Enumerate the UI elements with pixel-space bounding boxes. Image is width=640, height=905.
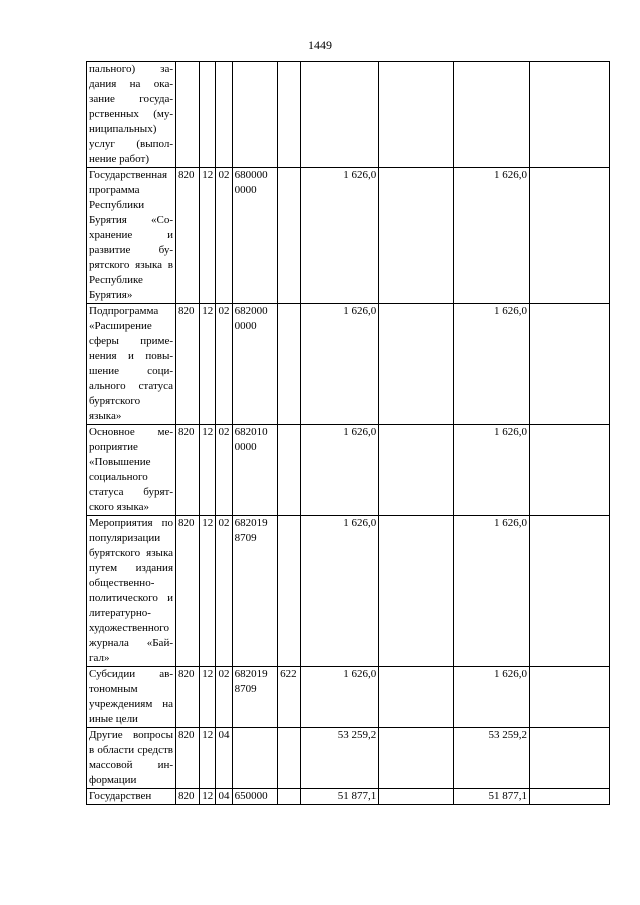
subsection-code-cell (216, 62, 232, 168)
row-name-cell: Подпрограмма «Расширение сферы применения и повышение социального статуса бурятского языка» (87, 304, 176, 425)
grbs-code-cell: 820 (176, 667, 200, 728)
expense-type-cell: 622 (278, 667, 301, 728)
row-name-cell: Государствен (87, 789, 176, 805)
amount-cell-1: 51 877,1 (301, 789, 379, 805)
expense-type-cell (278, 304, 301, 425)
table-row (87, 425, 610, 516)
amount-cell-1: 1 626,0 (301, 516, 379, 667)
target-article-cell: 680000 0000 (232, 168, 278, 304)
amount-cell-2 (379, 516, 454, 667)
amount-cell-4 (530, 168, 610, 304)
section-code-cell: 12 (200, 425, 216, 516)
expense-type-cell (278, 516, 301, 667)
amount-cell-4 (530, 304, 610, 425)
subsection-code-cell: 02 (216, 168, 232, 304)
subsection-code-cell: 02 (216, 425, 232, 516)
row-name-cell: Другие вопросы в области средств массовой информации (87, 728, 176, 789)
budget-table (86, 61, 610, 805)
subsection-code-cell: 04 (216, 728, 232, 789)
amount-cell-3: 51 877,1 (454, 789, 530, 805)
target-article-cell: 682000 0000 (232, 304, 278, 425)
section-code-cell: 12 (200, 728, 216, 789)
section-code-cell: 12 (200, 168, 216, 304)
row-name-cell: Мероприятия по популяризации бурятского языка путем издания общественно-политического и литературно-художественного журнала «Байгал» (87, 516, 176, 667)
amount-cell-4 (530, 728, 610, 789)
table-body (87, 62, 610, 805)
amount-cell-2 (379, 425, 454, 516)
expense-type-cell (278, 728, 301, 789)
amount-cell-3: 53 259,2 (454, 728, 530, 789)
row-name-cell: Основное мероприятие «Повышение социального статуса бурятского языка» (87, 425, 176, 516)
amount-cell-2 (379, 667, 454, 728)
grbs-code-cell: 820 (176, 304, 200, 425)
amount-cell-4 (530, 425, 610, 516)
amount-cell-3 (454, 62, 530, 168)
target-article-cell: 682019 8709 (232, 667, 278, 728)
subsection-code-cell: 02 (216, 516, 232, 667)
expense-type-cell (278, 789, 301, 805)
grbs-code-cell: 820 (176, 425, 200, 516)
amount-cell-1: 1 626,0 (301, 425, 379, 516)
amount-cell-4 (530, 62, 610, 168)
table-row (87, 789, 610, 805)
amount-cell-2 (379, 728, 454, 789)
section-code-cell: 12 (200, 667, 216, 728)
subsection-code-cell: 02 (216, 304, 232, 425)
table-row (87, 62, 610, 168)
expense-type-cell (278, 62, 301, 168)
grbs-code-cell: 820 (176, 728, 200, 789)
amount-cell-3: 1 626,0 (454, 168, 530, 304)
row-name-cell: Субсидии автономным учреждениям на иные цели (87, 667, 176, 728)
page-number: 1449 (308, 38, 332, 52)
section-code-cell: 12 (200, 789, 216, 805)
grbs-code-cell: 820 (176, 789, 200, 805)
row-name-cell: Государственная программа Республики Бурятия «Сохранение и развитие бурятского языка в Республике Бурятия» (87, 168, 176, 304)
section-code-cell (200, 62, 216, 168)
table-row (87, 728, 610, 789)
amount-cell-2 (379, 168, 454, 304)
expense-type-cell (278, 168, 301, 304)
amount-cell-3: 1 626,0 (454, 516, 530, 667)
amount-cell-3: 1 626,0 (454, 304, 530, 425)
amount-cell-1: 1 626,0 (301, 168, 379, 304)
amount-cell-4 (530, 667, 610, 728)
amount-cell-1: 1 626,0 (301, 304, 379, 425)
table-row (87, 168, 610, 304)
section-code-cell: 12 (200, 304, 216, 425)
amount-cell-2 (379, 62, 454, 168)
section-code-cell: 12 (200, 516, 216, 667)
table-row (87, 516, 610, 667)
target-article-cell (232, 62, 278, 168)
target-article-cell: 682019 8709 (232, 516, 278, 667)
amount-cell-3: 1 626,0 (454, 667, 530, 728)
amount-cell-2 (379, 789, 454, 805)
table-row (87, 667, 610, 728)
amount-cell-4 (530, 516, 610, 667)
table-row (87, 304, 610, 425)
grbs-code-cell: 820 (176, 516, 200, 667)
amount-cell-4 (530, 789, 610, 805)
expense-type-cell (278, 425, 301, 516)
subsection-code-cell: 04 (216, 789, 232, 805)
grbs-code-cell: 820 (176, 168, 200, 304)
row-name-cell: пального) задания на оказание государственных (муниципальных) услуг (выполнение работ) (87, 62, 176, 168)
amount-cell-3: 1 626,0 (454, 425, 530, 516)
amount-cell-2 (379, 304, 454, 425)
amount-cell-1: 53 259,2 (301, 728, 379, 789)
target-article-cell: 682010 0000 (232, 425, 278, 516)
grbs-code-cell (176, 62, 200, 168)
target-article-cell (232, 728, 278, 789)
amount-cell-1 (301, 62, 379, 168)
subsection-code-cell: 02 (216, 667, 232, 728)
amount-cell-1: 1 626,0 (301, 667, 379, 728)
target-article-cell: 650000 (232, 789, 278, 805)
